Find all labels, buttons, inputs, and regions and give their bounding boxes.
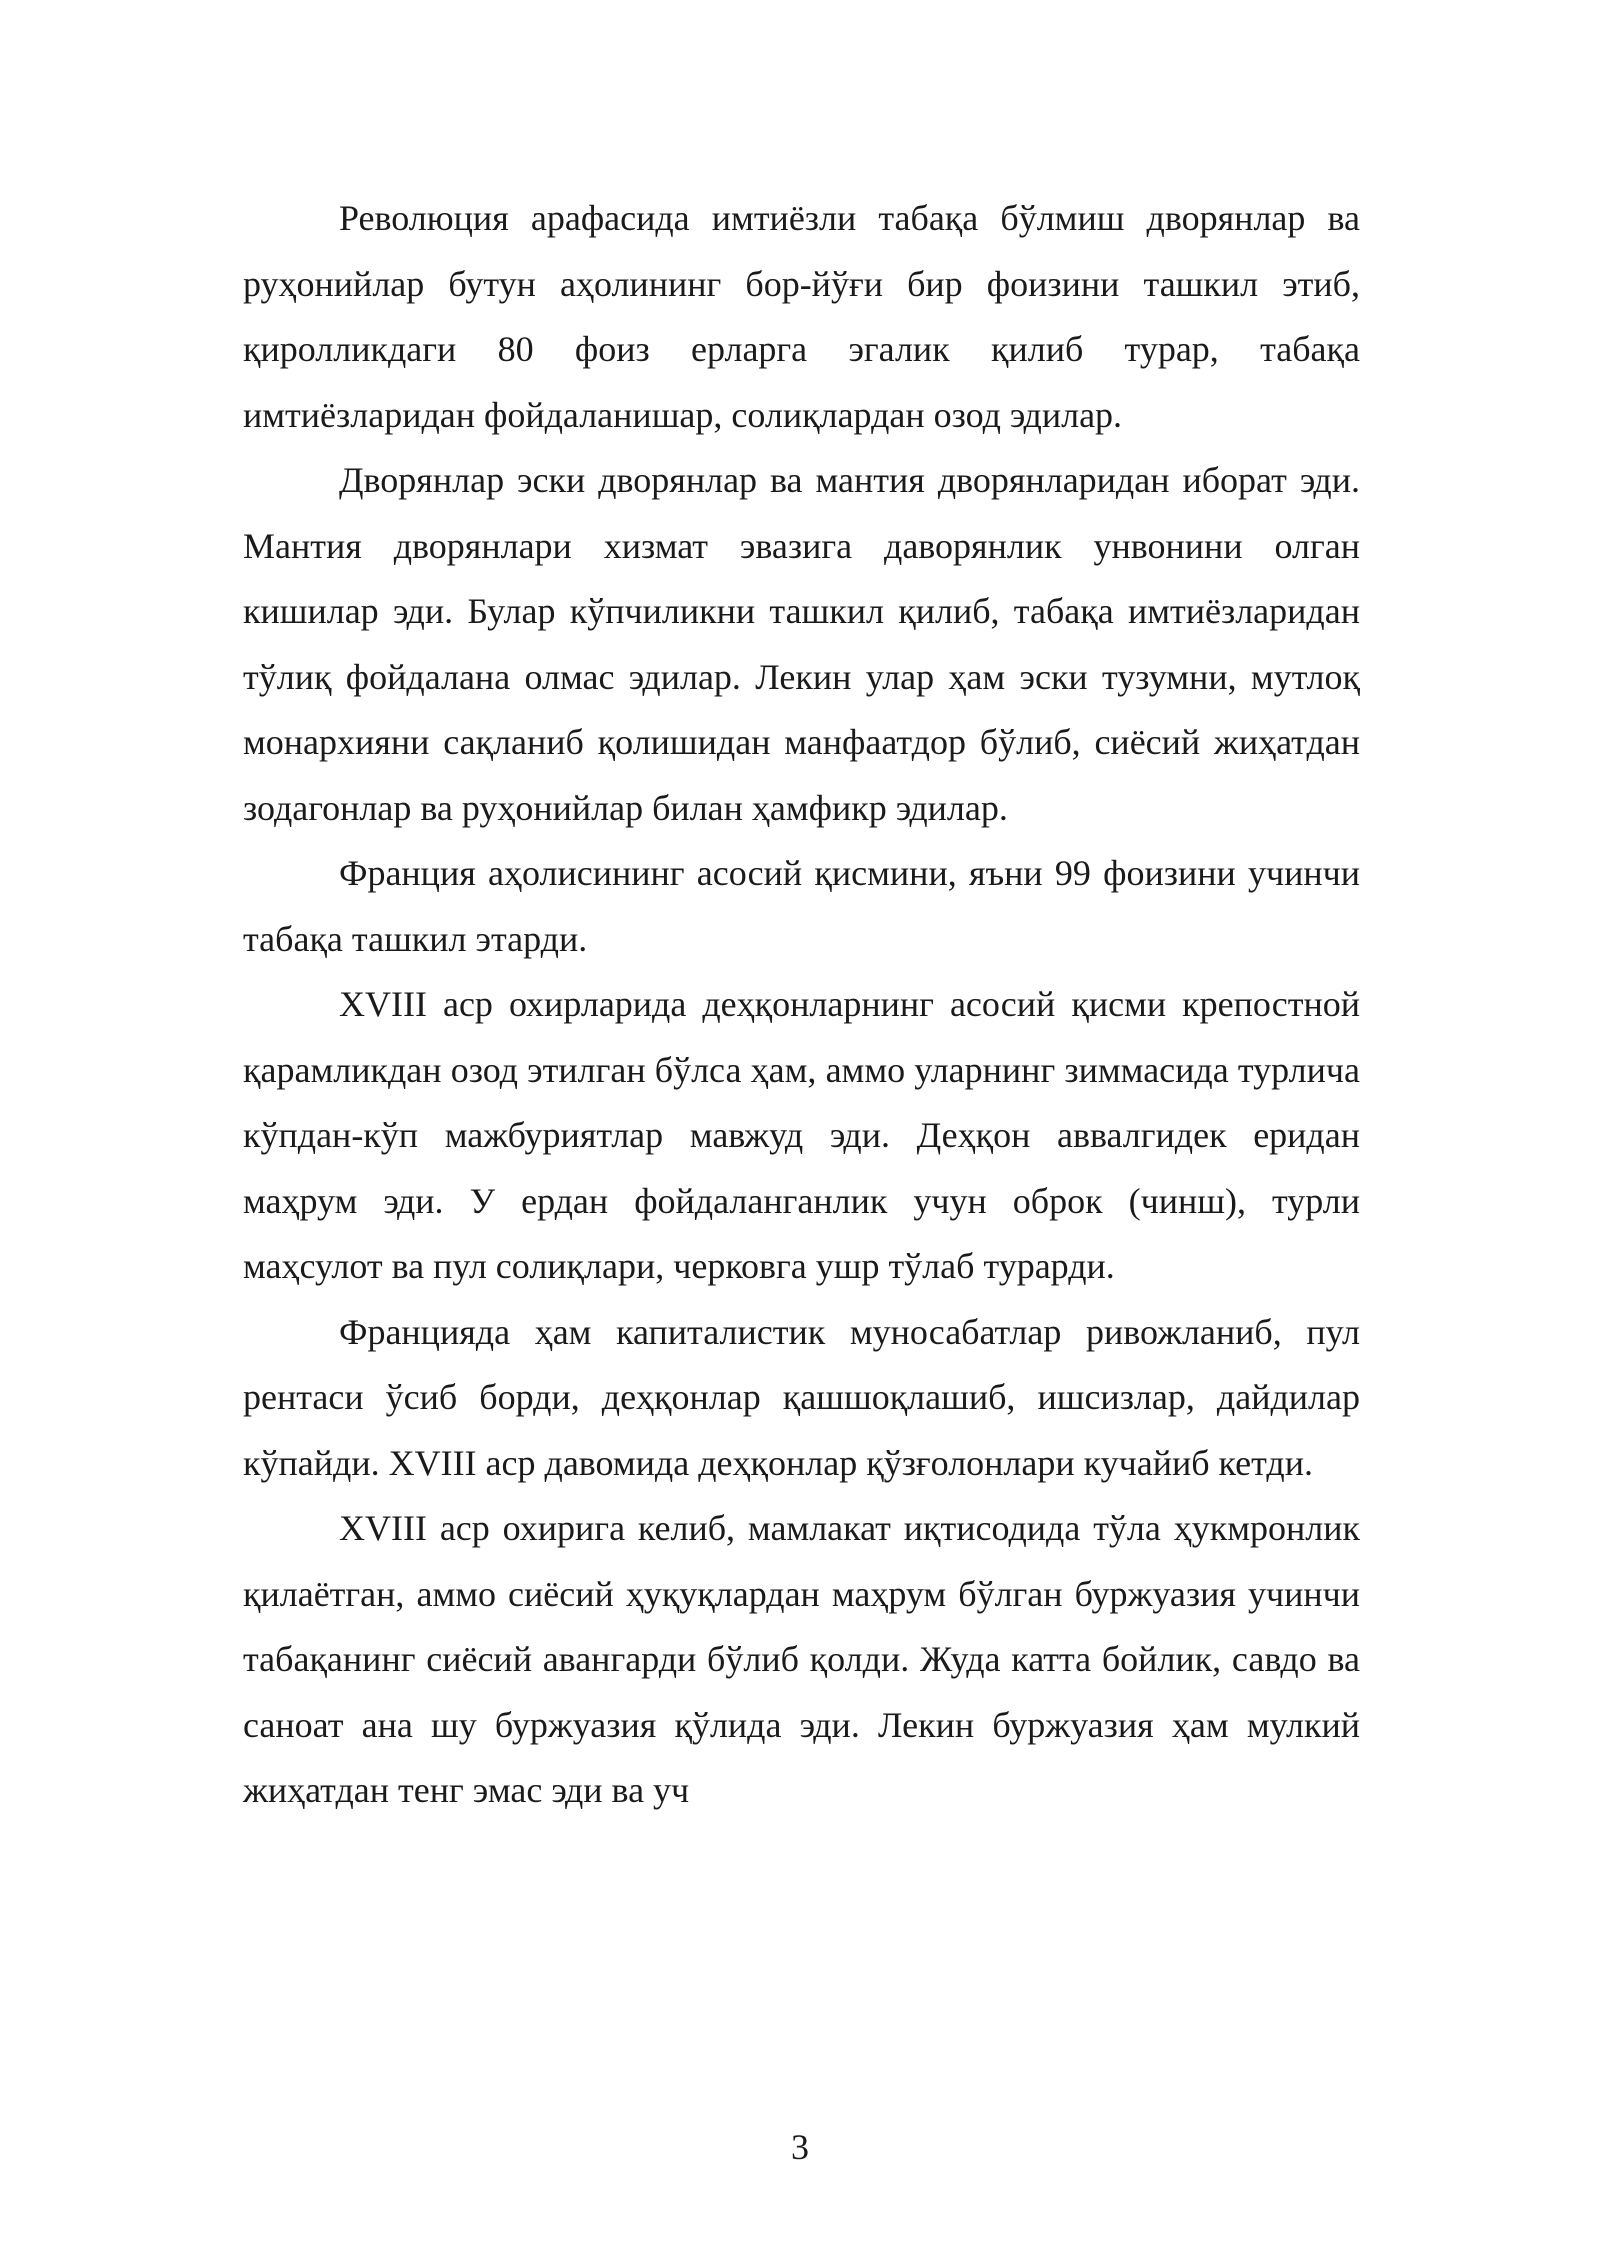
paragraph-3: Франция аҳолисининг асосий қисмини, яъни 99 фоизини учинчи табақа ташкил этарди. [243, 853, 1360, 959]
paragraph-4: XVIII аср охирларида деҳқонларнинг асосий қисми крепостной қарамликдан озод этилган бўлса ҳам, аммо уларнинг зиммасида турлича кўпдан-кўп мажбуриятлар мавжуд эди. Деҳқон аввалгидек еридан маҳрум эди. У ердан фойдаланганлик учун оброк (чинш), турли маҳсулот ва пул солиқлари, черковга ушр тўлаб турарди. [243, 984, 1360, 1286]
paragraph-6: XVIII аср охирига келиб, мамлакат иқтисодида тўла ҳукмронлик қилаётган, аммо сиёсий ҳуқуқлардан маҳрум бўлган буржуазия учинчи табақанинг сиёсий авангарди бўлиб қолди. Жуда катта бойлик, савдо ва саноат ана шу буржуазия қўлида эди. Лекин буржуазия ҳам мулкий жиҳатдан тенг эмас эди ва уч [243, 1508, 1360, 1810]
paragraph-5: Францияда ҳам капиталистик муносабатлар ривожланиб, пул рентаси ўсиб борди, деҳқонлар қашшоқлашиб, ишсизлар, дайдилар кўпайди. XVIII аср давомида деҳқонлар қўзғолонлари кучайиб кетди. [243, 1311, 1360, 1483]
page-number: 3 [791, 2127, 809, 2167]
paragraph-2: Дворянлар эски дворянлар ва мантия дворянларидан иборат эди. Мантия дворянлари хизмат эвазига даворянлик унвонини олган кишилар эди. Булар кўпчиликни ташкил қилиб, табақа имтиёзларидан тўлиқ фойдалана олмас эдилар. Лекин улар ҳам эски тузумни, мутлоқ монархияни сақланиб қолишидан манфаатдор бўлиб, сиёсий жиҳатдан зодагонлар ва руҳонийлар билан ҳамфикр эдилар. [243, 460, 1360, 828]
text-body [243, 186, 1360, 1824]
paragraph-1: Революция арафасида имтиёзли табақа бўлмиш дворянлар ва руҳонийлар бутун аҳолининг бор-йўғи бир фоизини ташкил этиб, қиролликдаги 80 фоиз ерларга эгалик қилиб турар, табақа имтиёзларидан фойдаланишар, солиқлардан озод эдилар. [243, 198, 1360, 435]
